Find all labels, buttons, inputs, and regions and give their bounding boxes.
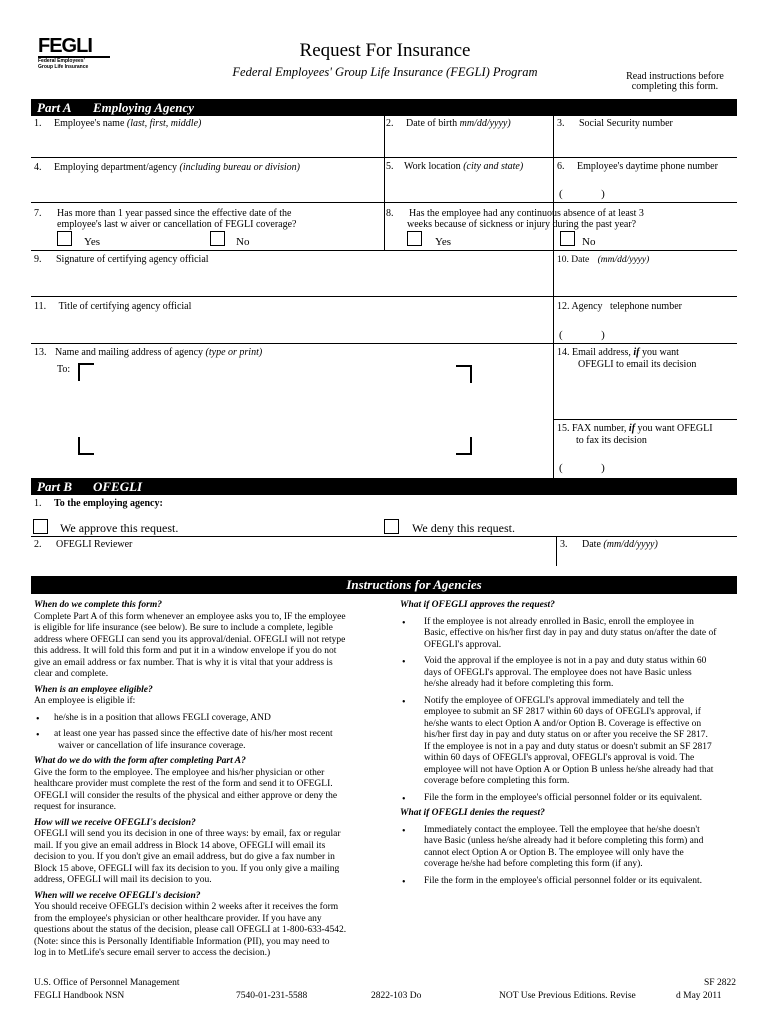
instruction-heading: When will we receive OFEGLI's decision?	[34, 890, 201, 901]
instruction-line: Block 15 above, OFEGLI will fax its decision to you. If you only give a mailing	[34, 863, 340, 874]
instruction-paragraph	[34, 612, 374, 681]
instruction-line: request for insurance.	[34, 802, 117, 812]
bullet-icon: •	[36, 730, 40, 741]
field-label: Employee's name	[54, 118, 125, 129]
field-8-yes-label: Yes	[435, 236, 452, 248]
instruction-line: employee will not have Option A or Option B unless he/she already had that	[424, 764, 714, 775]
instructions-bar	[31, 576, 737, 594]
field-7-no-label: No	[236, 236, 250, 248]
part-a-heading: Employing Agency	[93, 100, 194, 115]
instruction-line: Notify the employee of OFEGLI's approval immediately and tell the	[424, 695, 684, 706]
approve-label: We approve this request.	[60, 521, 179, 535]
instruction-line: healthcare provider must complete the rest of the form and send it to OFEGLI.	[34, 779, 333, 789]
fegli-logo	[38, 36, 110, 76]
field-15-fax[interactable]	[557, 423, 739, 447]
phone-paren: ( )	[559, 188, 605, 200]
field-number: 2.	[386, 118, 394, 129]
instruction-line: Give the form to the employee. The employee and his/her physician or other	[34, 767, 325, 778]
instruction-bullet-item	[400, 825, 738, 871]
instruction-paragraph	[34, 768, 374, 814]
instruction-line: days of OFEGLI's approval. The employee does not have Basic unless	[424, 667, 692, 678]
field-2-date-of-birth[interactable]	[386, 118, 551, 130]
field-10-date[interactable]	[557, 255, 737, 267]
logo-sub: Group Life Insurance	[38, 64, 89, 70]
field-7-number: 7.	[34, 208, 42, 219]
instruction-bullet-item	[400, 617, 738, 652]
footer-editions: NOT Use Previous Editions. Revise	[499, 991, 636, 1001]
instruction-bullet-item	[34, 713, 374, 725]
field-label: Title of certifying agency official	[58, 301, 192, 312]
footer-revision-date: d May 2011	[676, 991, 722, 1001]
bullet-icon: •	[402, 876, 406, 888]
logo-text: FEGLI	[38, 36, 110, 58]
field-label: Social Security number	[579, 118, 673, 129]
instruction-line: give an email address or fax number. That is why it is vital that your address is	[34, 657, 333, 668]
instruction-heading: When do we complete this form?	[34, 600, 162, 610]
instruction-line: his/her first day in pay and duty status on or after you receive the SF 2817.	[424, 730, 708, 740]
instruction-heading: What do we do with the form after completing Part A?	[34, 756, 246, 766]
field-number: 1.	[34, 498, 42, 509]
instruction-paragraph	[34, 696, 374, 708]
instruction-heading: What if OFEGLI denies the request?	[400, 808, 545, 818]
instruction-line: employee to submit an SF 2817 within 60 days of OFEGLI's approval, if	[424, 707, 701, 717]
form-title: Request For Insurance	[299, 40, 471, 61]
instruction-line: within 60 days of OFEGLI's approval, OFEGLI's approval is void. The	[424, 753, 695, 763]
field-8-no-label: No	[582, 236, 596, 248]
deny-label: We deny this request.	[412, 521, 516, 535]
instruction-bullet-item	[400, 793, 738, 805]
field-13-agency-address[interactable]	[34, 347, 549, 359]
field-7-no-checkbox[interactable]	[210, 231, 225, 246]
field-number: 13.	[34, 347, 47, 358]
field-7-question-1: Has more than 1 year passed since the effective date of the	[57, 208, 292, 219]
footer-agency: U.S. Office of Personnel Management	[34, 978, 180, 988]
logo-sub: Federal Employees'	[38, 58, 85, 64]
bullet-icon: •	[402, 617, 406, 629]
field-8-question-2: weeks because of sickness or injury during the past year?	[407, 219, 637, 230]
field-14-email[interactable]	[557, 347, 737, 371]
instruction-bullet-item	[400, 696, 738, 788]
address-to-label: To:	[57, 364, 71, 375]
part-b-field-1	[34, 498, 434, 510]
field-number: 2.	[34, 539, 42, 550]
field-hint: (mm/dd/yyyy)	[603, 539, 658, 550]
field-label: Date	[582, 539, 601, 550]
field-label: you want OFEGLI	[635, 423, 713, 434]
field-number: 6.	[557, 161, 565, 172]
window-corner-bl	[78, 437, 94, 455]
part-a-bar	[31, 99, 737, 116]
ofegli-reviewer-field[interactable]	[34, 539, 534, 551]
field-emphasis: if	[628, 423, 636, 434]
instruction-line: waiver or cancellation of life insurance coverage.	[58, 740, 246, 751]
instruction-line: If the employee is not in a pay and duty status or doesn't submit an SF 2817	[424, 741, 712, 752]
instructions-right-column	[400, 600, 738, 890]
instruction-line: from the employee's physician or other healthcare provider. If you have any	[34, 913, 322, 924]
instruction-line: File the form in the employee's official personnel folder or its equivalent.	[424, 792, 703, 803]
field-label-2: to fax its decision	[576, 435, 647, 446]
field-label: Date of birth	[406, 118, 458, 129]
part-b-bar	[31, 478, 737, 495]
read-instructions-note-2: completing this form.	[631, 81, 719, 92]
instruction-line: OFEGLI's approval.	[424, 639, 502, 650]
part-b-label: Part B	[37, 479, 73, 494]
field-7-question-2: employee's last w aiver or cancellation of FEGLI coverage?	[57, 219, 297, 230]
footer-nsn: 7540-01-231-5588	[236, 991, 308, 1001]
field-label: OFEGLI Reviewer	[56, 539, 133, 550]
instruction-line: decision to you. If you don't give an email address, but do give a fax number in	[34, 852, 335, 862]
field-11-title[interactable]	[34, 301, 549, 313]
field-label: To the employing agency:	[54, 498, 163, 509]
window-corner-tr	[456, 365, 472, 383]
field-6-phone[interactable]	[557, 161, 739, 173]
field-label: 10. Date	[557, 255, 590, 265]
part-b-heading: OFEGLI	[93, 479, 143, 494]
field-number: 3.	[560, 539, 568, 550]
field-number: 5.	[386, 161, 394, 172]
instruction-line: Complete Part A of this form whenever an employee asks you to, IF the employee	[34, 611, 346, 622]
instruction-line: log in to MetLife's secure email server to access the decision.)	[34, 948, 271, 958]
field-number: 9.	[34, 254, 42, 265]
instruction-paragraph	[34, 902, 374, 960]
field-label-2: OFEGLI to email its decision	[578, 359, 697, 370]
field-12-agency-phone[interactable]: 12. Agency telephone number	[557, 301, 682, 312]
field-label: you want	[639, 347, 679, 358]
part-a-label: Part A	[37, 100, 72, 115]
field-7-yes-label: Yes	[84, 236, 101, 248]
field-emphasis: if	[633, 347, 640, 358]
footer-code: 2822-103 Do	[371, 991, 422, 1001]
field-label: Name and mailing address of agency	[55, 347, 204, 358]
field-hint: (including bureau or division)	[179, 162, 300, 173]
instruction-line: coverage before completing this form.	[424, 776, 570, 786]
read-instructions-note-1: Read instructions before	[626, 71, 724, 82]
instruction-line: mail. If you give an email address in Block 14 above, OFEGLI will email its	[34, 840, 326, 851]
field-8-number: 8.	[386, 208, 394, 219]
field-8-yes-checkbox[interactable]	[407, 231, 422, 246]
field-8-question-1: Has the employee had any continuous absence of at least 3	[409, 208, 644, 219]
bullet-icon: •	[402, 825, 406, 837]
instruction-line: Void the approval if the employee is not in a pay and duty status within 60	[424, 656, 707, 666]
instruction-line: cannot elect Option A or Option B. The employee will only have the	[424, 847, 684, 858]
bullet-icon: •	[402, 657, 406, 668]
form-subtitle: Federal Employees' Group Life Insurance (FEGLI) Program	[232, 65, 538, 79]
fax-paren: ( )	[559, 462, 605, 474]
bullet-icon: •	[402, 696, 406, 708]
bullet-icon: •	[402, 793, 406, 805]
field-hint: (city and state)	[463, 161, 524, 172]
field-hint: mm/dd/yyyy)	[459, 118, 511, 129]
field-4-department[interactable]	[34, 162, 382, 174]
window-corner-tl	[78, 363, 94, 381]
deny-checkbox[interactable]	[384, 519, 399, 534]
instruction-line: have Basic (unless he/she already had it before completing this form) and	[424, 836, 704, 846]
instruction-line: An employee is eligible if:	[34, 696, 136, 706]
field-7-yes-checkbox[interactable]	[57, 231, 72, 246]
field-5-work-location[interactable]	[386, 161, 551, 173]
instruction-line: OFEGLI will send you its decision in one of three ways: by email, fax or regular	[34, 829, 341, 839]
instruction-bullet-item	[400, 656, 738, 691]
instruction-line: is eligible for life insurance (see below). Be sure to include a complete, legible	[34, 623, 333, 633]
field-number: 4.	[34, 162, 42, 173]
instruction-line: he/she wants to elect Option A and/or Option B. Coverage is effective on	[424, 718, 702, 729]
instructions-title: Instructions for Agencies	[346, 577, 482, 592]
instruction-line: Immediately contact the employee. Tell the employee that he/she doesn't	[424, 824, 700, 835]
agency-phone-paren: ( )	[559, 329, 605, 341]
field-label: Employing department/agency	[54, 162, 178, 173]
field-number: 1.	[34, 118, 42, 129]
ofegli-date-field[interactable]	[560, 539, 740, 551]
instruction-line: he/she already had it before completing this form.	[424, 679, 614, 689]
instruction-paragraph	[34, 829, 374, 887]
instruction-line: he/she is in a position that allows FEGLI coverage, AND	[54, 712, 271, 723]
bullet-icon: •	[36, 713, 40, 725]
instruction-line: If the employee is not already enrolled in Basic, enroll the employee in	[424, 616, 694, 627]
instruction-line: You should receive OFEGLI's decision within 2 weeks after it receives the form	[34, 902, 339, 912]
field-hint: (mm/dd/yyyy)	[597, 255, 650, 265]
instruction-line: coverage he/she had before completing this form (if any).	[424, 859, 643, 869]
instruction-line: address, OFEGLI will mail its decision to you.	[34, 875, 212, 885]
instruction-line: clear and complete.	[34, 669, 109, 679]
instruction-bullet-item	[400, 876, 738, 888]
field-hint: (last, first, middle)	[126, 118, 202, 129]
footer-form-number: SF 2822	[704, 978, 736, 988]
window-corner-br	[456, 437, 472, 455]
instruction-line: questions about the status of the decision, please call OFEGLI at 1-800-633-4542.	[34, 925, 347, 935]
field-3-ssn[interactable]	[557, 118, 737, 130]
instructions-left-column	[34, 600, 374, 960]
instruction-line: at least one year has passed since the effective date of his/her most recent	[54, 729, 333, 739]
instruction-line: Basic, effective on his/her first day in pay and duty status on/after the date of	[424, 628, 717, 638]
field-hint: (type or print)	[205, 347, 263, 358]
instruction-line: (Note: since this is Personally Identifiable Information (PII), you may need to	[34, 936, 330, 947]
field-9-signature[interactable]	[34, 254, 549, 266]
instruction-heading: When is an employee eligible?	[34, 684, 153, 695]
field-1-employee-name[interactable]	[34, 118, 379, 130]
field-label: 15. FAX number,	[557, 423, 627, 434]
approve-checkbox[interactable]	[33, 519, 48, 534]
footer-handbook: FEGLI Handbook NSN	[34, 991, 125, 1001]
instruction-heading: What if OFEGLI approves the request?	[400, 600, 555, 610]
field-label: Employee's daytime phone number	[577, 161, 718, 172]
instruction-line: File the form in the employee's official personnel folder or its equivalent.	[424, 875, 703, 886]
field-8-no-checkbox[interactable]	[560, 231, 575, 246]
field-number: 3.	[557, 118, 565, 129]
field-label: 14. Email address,	[557, 347, 631, 358]
field-number: 11.	[34, 301, 47, 312]
instruction-line: this address. It will fold this form and put it in a window envelope if you do not	[34, 646, 337, 656]
field-label: Work location	[404, 161, 461, 172]
instruction-bullet-item	[34, 729, 374, 752]
instruction-heading: How will we receive OFEGLI's decision?	[34, 817, 196, 828]
field-label: Signature of certifying agency official	[56, 254, 209, 265]
instruction-line: address where OFEGLI can send you its approval/denial. OFEGLI will not retype	[34, 634, 346, 645]
instruction-line: OFEGLI will consider the results of the physical and either approve or deny the	[34, 790, 338, 801]
